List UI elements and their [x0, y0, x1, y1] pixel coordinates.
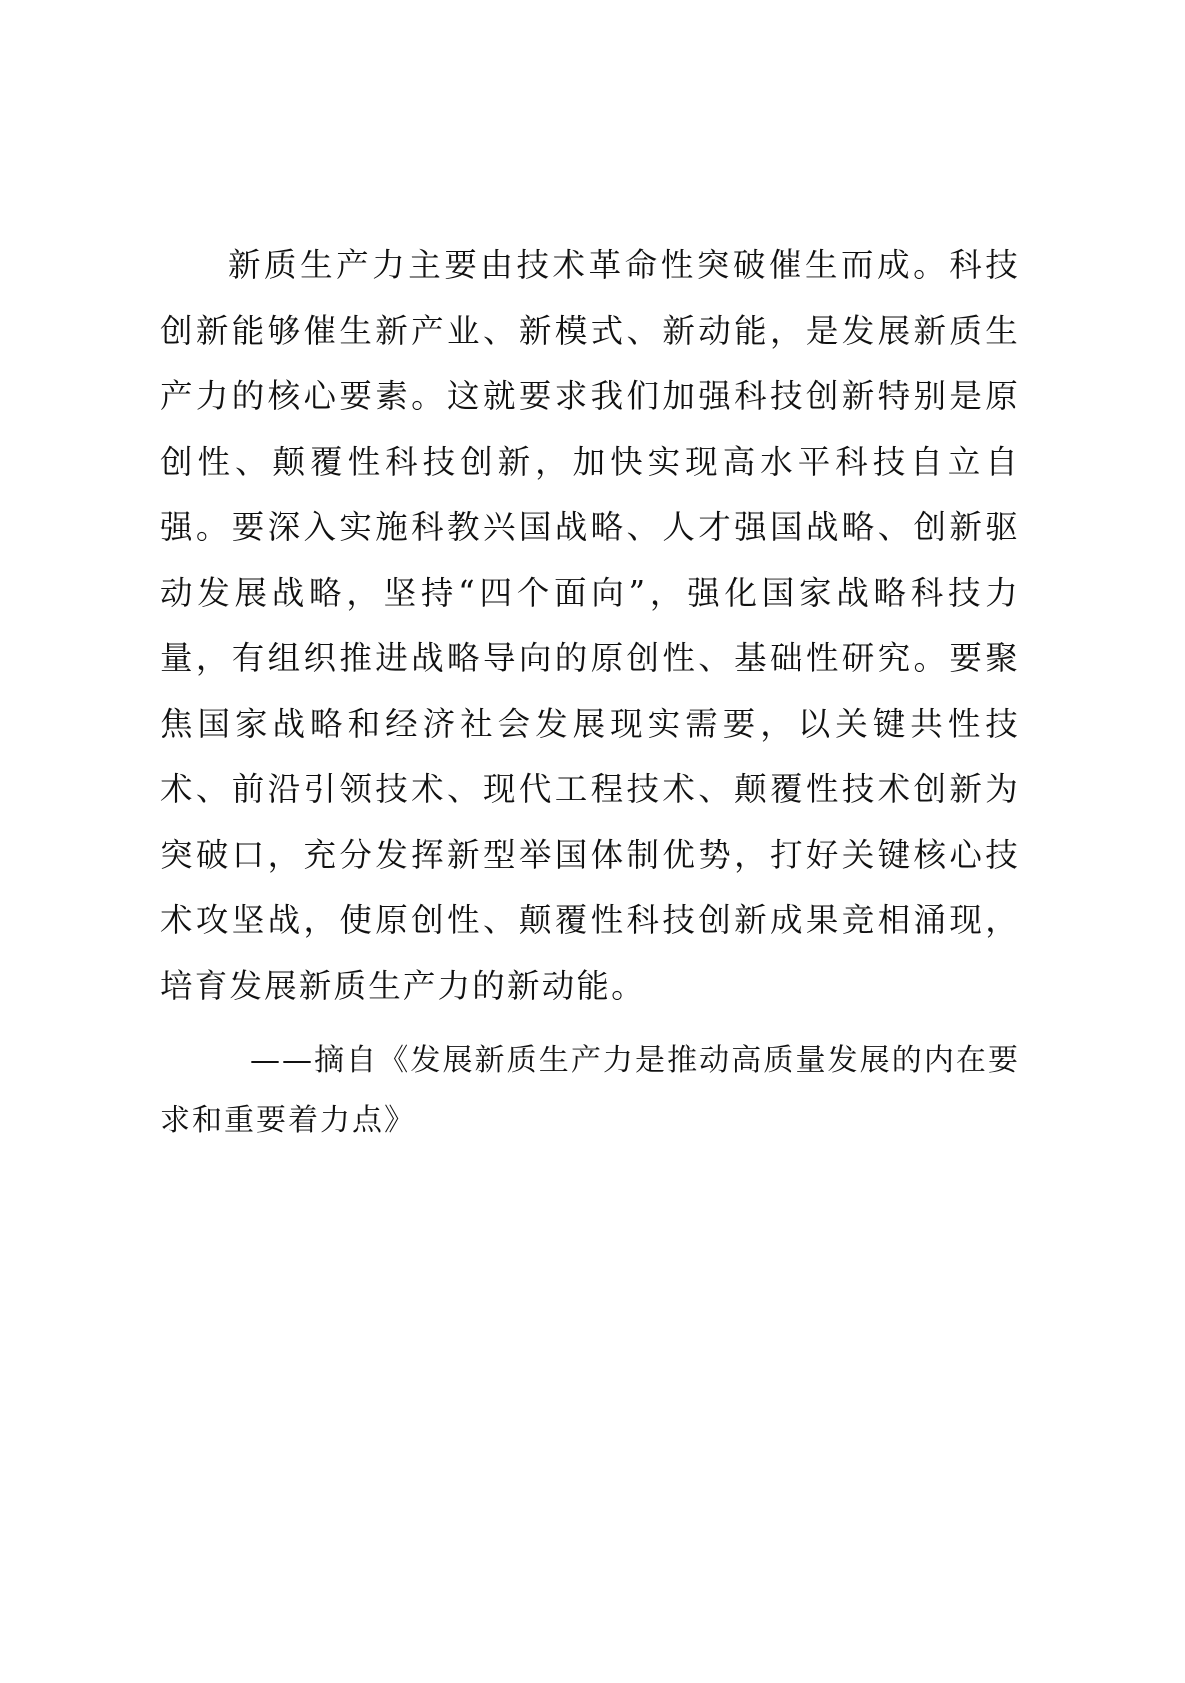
- body-paragraph: 新质生产力主要由技术革命性突破催生而成。科技创新能够催生新产业、新模式、新动能，是发展新质生产力的核心要素。这就要求我们加强科技创新特别是原创性、颠覆性科技创新，加快实现高水平科技自立自强。要深入实施科教兴国战略、人才强国战略、创新驱动发展战略，坚持“四个面向”，强化国家战略科技力量，有组织推进战略导向的原创性、基础性研究。要聚焦国家战略和经济社会发展现实需要，以关键共性技术、前沿引领技术、现代工程技术、颠覆性技术创新为突破口，充分发挥新型举国体制优势，打好关键核心技术攻坚战，使原创性、颠覆性科技创新成果竞相涌现，培育发展新质生产力的新动能。: [160, 246, 1020, 1005]
- source-citation: ——摘自《发展新质生产力是推动高质量发展的内在要求和重要着力点》: [160, 1043, 1020, 1138]
